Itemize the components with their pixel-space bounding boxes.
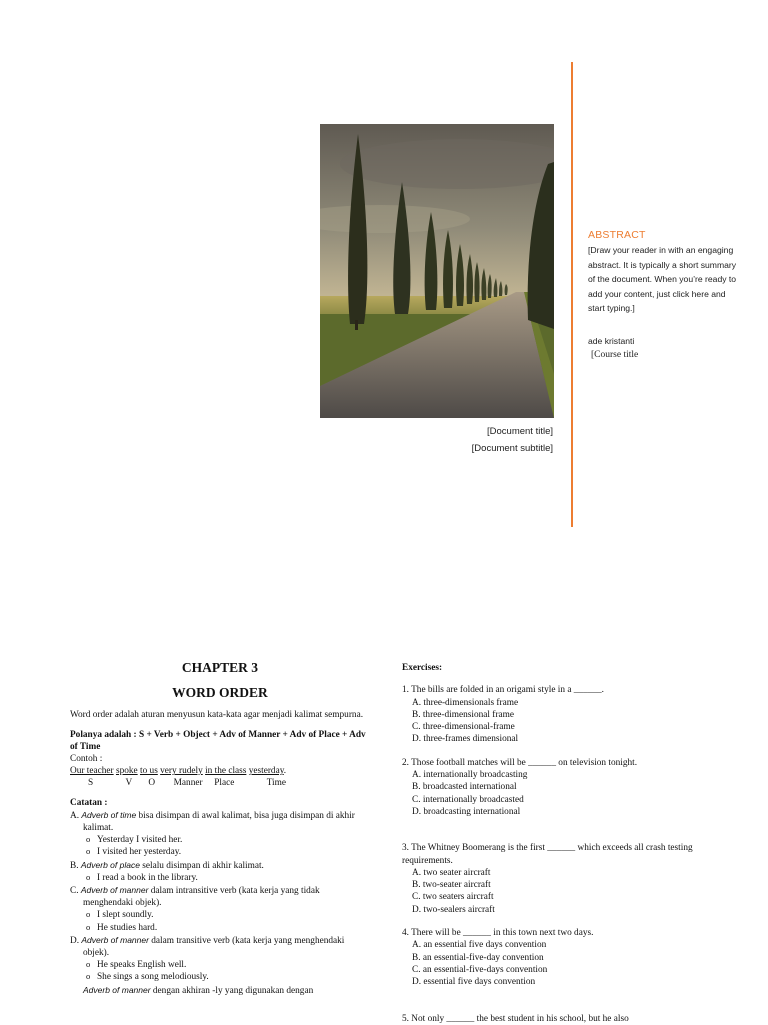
example-time: yesterday: [248, 766, 284, 777]
note-adverb: Adverb of place: [80, 859, 140, 870]
option: D. two-sealers aircraft: [412, 904, 495, 915]
question-3: 3. The Whitney Boomerang is the first ______ which exceeds all crash testing requirements.: [402, 843, 693, 866]
option: D. broadcasting international: [412, 806, 521, 817]
example-manner: very rudely: [160, 766, 203, 777]
accent-divider: [571, 62, 573, 527]
option: D. essential five days convention: [412, 977, 536, 988]
document-subtitle[interactable]: [Document subtitle]: [471, 443, 553, 454]
note-example: o I visited her yesterday.: [70, 846, 370, 858]
question-4: 4. There will be ______ in this town next two days.: [402, 928, 594, 939]
cover-photo: [320, 124, 554, 418]
example-object: to us: [139, 766, 158, 777]
example-sentence: [70, 765, 370, 777]
cypress-road-photo-icon: [320, 124, 554, 418]
pattern-line: Polanya adalah : S + Verb + Object + Adv of Manner + Adv of Place + Adv of Time: [70, 729, 366, 752]
example-role-labels: S V O Manner Place Time: [88, 778, 286, 789]
note-letter: B.: [70, 860, 79, 871]
note-letter: C.: [70, 886, 79, 897]
option: B. two-seater aircraft: [412, 880, 491, 891]
option: C. an essential-five-days convention: [412, 964, 548, 975]
option: C. two seaters aircraft: [412, 892, 494, 903]
example-verb: spoke: [115, 766, 138, 777]
note-text: dengan akhiran -ly yang digunakan dengan: [150, 985, 314, 996]
option: A. two seater aircraft: [412, 867, 491, 878]
question-5: 5. Not only ______ the best student in his school, but he also: [402, 1013, 629, 1024]
option: B. an essential-five-day convention: [412, 952, 544, 963]
option: C. internationally broadcasted: [412, 794, 524, 805]
note-example: o I slept soundly.: [70, 909, 370, 921]
notes-heading: Catatan :: [70, 797, 108, 808]
note-text: bisa disimpan di awal kalimat, bisa juga disimpan di akhir kalimat.: [83, 810, 355, 834]
chapter-column: [70, 662, 370, 997]
intro-paragraph: Word order adalah aturan menyusun kata-kata agar menjadi kalimat sempurna.: [70, 710, 364, 721]
option: A. an essential five days convention: [412, 940, 547, 951]
note-adverb: Adverb of time: [81, 809, 137, 820]
note-text: dalam transitive verb (kata kerja yang menghendaki objek).: [83, 935, 345, 959]
document-title[interactable]: [Document title]: [487, 426, 553, 437]
option: B. broadcasted international: [412, 782, 517, 793]
chapter-title: WORD ORDER: [172, 685, 268, 701]
note-adverb: Adverb of manner: [80, 885, 149, 896]
note-example: o He speaks English well.: [70, 959, 370, 971]
example-period: .: [283, 766, 287, 777]
abstract-text[interactable]: [Draw your reader in with an engaging abstract. It is typically a short summary of the document. When you’re ready to add your content, just click here and start typing.]: [588, 245, 737, 313]
option: C. three-dimensional-frame: [412, 722, 515, 733]
question-1: 1. The bills are folded in an origami style in a ______.: [402, 685, 604, 696]
example-place: in the class: [205, 766, 247, 777]
note-example: o I read a book in the library.: [70, 872, 370, 884]
note-adverb: Adverb of manner: [83, 984, 151, 995]
question-2: 2. Those football matches will be ______ on television tonight.: [402, 757, 638, 768]
note-letter: A.: [70, 810, 80, 821]
note-a: [70, 809, 370, 834]
note-d: [70, 934, 370, 959]
option: D. three-frames dimensional: [412, 734, 519, 745]
example-label: Contoh :: [70, 754, 103, 765]
note-b: [70, 859, 370, 872]
note-text: dalam intransitive verb (kata kerja yang tidak menghendaki objek).: [83, 886, 320, 909]
exercises-column: [402, 662, 702, 1025]
note-c: [70, 884, 370, 909]
option: B. three-dimensional frame: [412, 709, 514, 720]
note-example: o Yesterday I visited her.: [70, 834, 370, 846]
cut-off-line: [70, 984, 370, 997]
course-title[interactable]: [Course title: [591, 350, 639, 360]
abstract-heading: ABSTRACT: [588, 229, 646, 241]
note-letter: D.: [70, 935, 80, 946]
exercises-heading: Exercises:: [402, 663, 443, 673]
note-example: o She sings a song melodiously.: [70, 971, 370, 983]
chapter-number: CHAPTER 3: [181, 660, 259, 675]
author-name[interactable]: ade kristanti: [588, 336, 635, 346]
option: A. three-dimensionals frame: [412, 697, 519, 708]
note-example: o He studies hard.: [70, 922, 370, 934]
example-subject: Our teacher: [70, 766, 114, 777]
note-adverb: Adverb of manner: [81, 934, 149, 945]
option: A. internationally broadcasting: [412, 770, 528, 781]
note-text: selalu disimpan di akhir kalimat.: [139, 860, 264, 871]
